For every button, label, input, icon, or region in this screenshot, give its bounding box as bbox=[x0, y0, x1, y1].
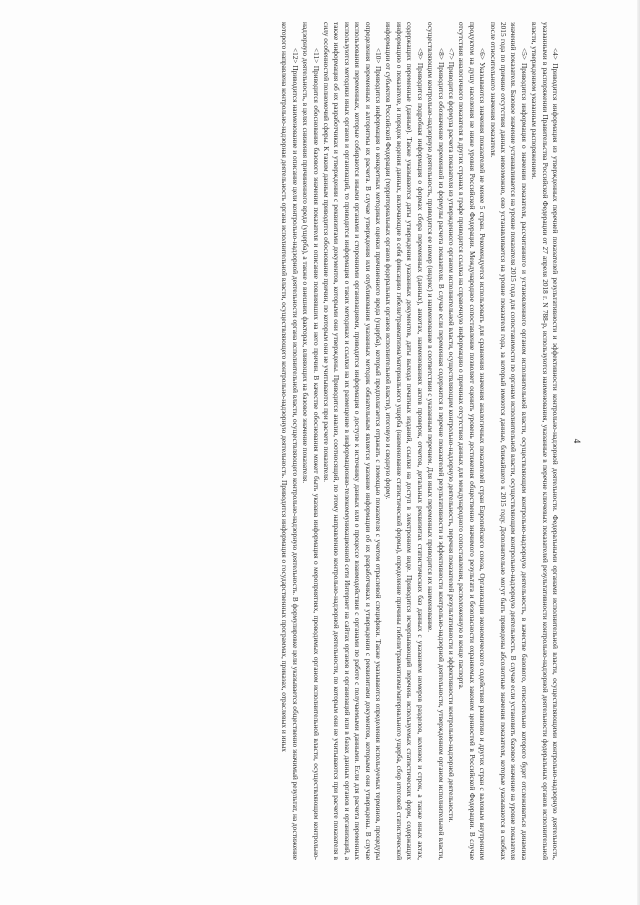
footnote-7: <7> Приводится формула расчета показателя из утвержденного органом исполнительной власти, осуществляющим контрольно-надзорную деятельность, перечня показателей результативности и эффективности контрольно-надзорной деятельности. bbox=[446, 48, 456, 823]
rotated-text-block bbox=[82, 22, 582, 861]
footnote-9: <9> Приводится подробная информация о формах сбора переменных (данных), анкетах, наименованиях актов проверок, отчетов, детальных реквизитах статистических баз данных с указанием номеров разделов, колонок и строк, а также иных актах, содержащих переменные (данные). Также указываются даты утверждения указанных документов, даты выхода печатных изданий, ссылки на доступ в электронном виде. Приводится исчерпывающий перечень используемых статистических форм, содержащих информацию о показателе, и порядок ведения данных, включающие в себя фиксацию гибели/травматизма/материального ущерба (наименование статистической формы), определение причины гибели/травматизма/материального ущерба, сбор итоговой статистической информации от субъектов Российской Федерации (территориальных органов федеральных органов исполнительной власти), итоговую и сводную форму. bbox=[384, 22, 425, 860]
footnote-8: <8> Приводится обозначение переменной из формулы расчета показателя. В случае если переменная содержится в перечне показателей результативности и эффективности контрольно-надзорной деятельности, утвержденном органом исполнительной власти, осуществляющим контрольно-надзорную деятельность, приводится ее номер (индекс) и наименование в соответствии с указанным перечнем. Для иных переменных приводится их наименование. bbox=[426, 22, 446, 860]
footnote-6: <6> Указываются значения показателей не менее 5 стран. Рекомендуется использовать для сравнения значения аналогичных показателей стран Европейского союза, Организации экономического содействия развитию и других стран с валовым внутренним продуктом на душу населения не ниже уровня Российской Федерации. Международное сопоставление позволяет оценить уровень достижения общественно значимого результата и безопасности охраняемых законом ценностей в Российской Федерации. В случае отсутствия аналогичного показателя в других странах в графе приводится ссылка на справочную информацию о причинах отсутствия данных для международного сопоставления, расположенную в конце паспорта. bbox=[457, 22, 488, 860]
footnote-4: <4> Приводится информация из утвержденных перечней показателей результативности и эффективности контрольно-надзорной деятельности. Федеральными органами исполнительной власти, осуществляющими контрольно-надзорную деятельность, указанными в распоряжении Правительства Российской Федерации от 27 апреля 2018 г. N 788-р, используются наименования, указанные в перечне ключевых показателей результативности контрольно-надзорной деятельности федеральных органов исполнительной власти, утвержденном указанным распоряжением. bbox=[530, 22, 560, 860]
page-number: 4 bbox=[572, 438, 582, 444]
footnote-12: <12> Приводится наименование и описание цели контрольно-надзорной деятельности органа исполнительной власти, осуществляющего контрольно-надзорную деятельность. В формулировке цели указывается общественно значимый результат, на достижение которого направлена контрольно-надзорная деятельность органа исполнительной власти, осуществляющего контрольно-надзорную деятельность. Приводится информация о государственных программах, приказах, отраслевых и иных bbox=[280, 22, 300, 861]
footnote-11: <11> Приводится обоснование базового значения показателя и описание повлиявших на него причин. В качестве обоснования может быть указана информация о мероприятиях, проводимых органом исполнительной власти, осуществляющим контрольно-надзорную деятельность, в целях снижения причиненного вреда (ущерба), а также о внешних факторах, влияющих на базовое значение показателя. bbox=[301, 22, 321, 860]
footnote-10: <10> Приводится информация о конкретных методиках оценки причиненного вреда (ущерба), который предполагается отражать с помощью показателя с учетом отраслевой специфики. Также указываются определения используемых терминов, процедуры определения переменных и алгоритмы их расчета. В случае утверждения или опубликования указанных методик обязательным является указание информации об их разработчиках и утверждении с реквизитами документов, которыми они утверждены. В случае использования переменных, которые собираются иными органами и сторонними организациями, приводится информация о доступе к источнику данных или о процессе взаимодействия с органами по работе с получаемыми данными. Если для расчета переменных используются методики иных органов и организаций, то приводится информация о таких методиках и ссылки на их размещение в информационно-телекоммуникационной сети Интернет на сайтах органов и организаций или в базах данных органов и организаций, а также информация об их разработчиках и утверждении с реквизитами документов, которыми они утверждены. Приводится анализ, соотносящий, по этому направлению контрольно-надзорной деятельности, по которым они не учитываются при расчете показателя в силу особенностей полномочий сферы. К таким данным приводится обоснование причин, по которым они не учитываются при расчете показателя. bbox=[322, 22, 384, 860]
footnote-5: <5> Приводится информация о значении показателя, рассчитанного и установленного органом исполнительной власти, осуществляющим контрольно-надзорную деятельность, в качестве базового, относительно которого будет отслеживаться динамика значений показателя. Базовое значение устанавливается на уровне показателя 2015 года для сопоставимости по органам исполнительной власти, осуществляющим контрольно-надзорную деятельность. В случае если установить базовое значение на уровне показателя 2015 года по причине отсутствия данных невозможно, оно устанавливается на уровне показателя года, за который имеются данные, ближайшего к 2015 году. Дополнительно могут быть приведены абсолютные значения показателя, которые указываются в скобках после относительного значения показателя. bbox=[488, 22, 529, 860]
